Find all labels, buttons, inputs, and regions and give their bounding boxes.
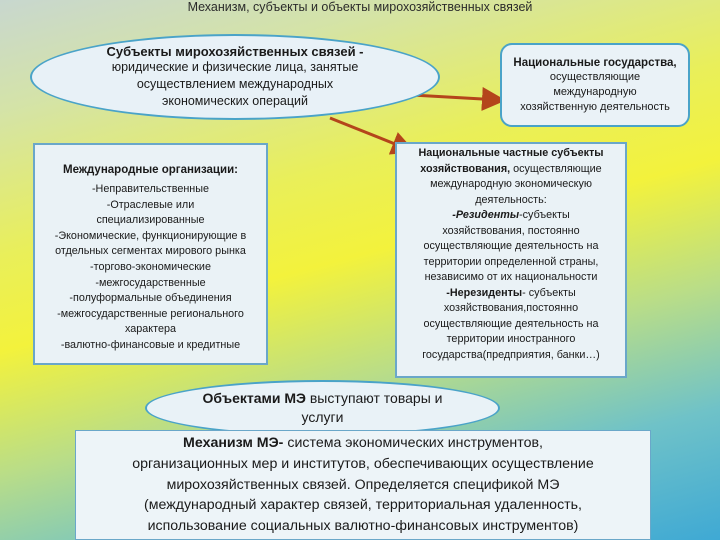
list-item: -межгосударственные регионального [57,307,244,320]
private-entities-line: государства(предприятия, банки…) [422,348,600,361]
text-fragment: выступают товары и [305,390,443,406]
objects-line [203,389,443,408]
subjects-line: юридические и физические лица, занятые [111,60,359,74]
national-states-line: хозяйственную деятельность [520,100,670,113]
residents-line [400,208,622,224]
private-entities-line: хозяйствования, постоянно [442,224,580,237]
national-states-box [500,43,690,127]
private-entities-line: осуществляющие деятельность на [423,317,599,330]
bold-fragment: Механизм МЭ- [183,435,284,451]
text-fragment: осуществляющие [510,162,602,175]
mechanism-line: мирохозяйственных связей. Определяется спецификой МЭ [166,476,560,493]
private-entities-line: территории иностранного [446,333,576,345]
mechanism-line: организационных мер и институтов, обеспечивающих осуществление [132,455,594,472]
private-entities-heading: Национальные частные субъекты [418,147,604,159]
list-item: отдельных сегментах мирового рынка [55,245,246,258]
list-item: -торгово-экономические [90,260,211,273]
mechanism-line: использование социальных валютно-финансовых инструментов) [147,518,579,535]
private-entities-line: международную экономическую [430,178,592,190]
nonresidents-term: -Нерезиденты [446,286,523,299]
list-item: характера [125,323,176,336]
bold-fragment: хозяйствования, [420,162,511,175]
mechanism-box [75,430,651,540]
objects-ellipse [145,380,500,436]
list-item: -полуформальные объединения [69,292,232,305]
list-item: -Неправительственные [91,183,210,195]
private-entities-line: осуществляющие деятельность на [423,240,599,252]
page-title: Механизм, субъекты и объекты мирохозяйственных связей [187,0,533,14]
nonresidents-line [400,286,622,302]
private-entities-line: хозяйствования,постоянно [443,302,579,314]
subjects-heading: Субъекты мирохозяйственных связей - [106,44,364,59]
list-item: -Экономические, функционирующие в [54,229,247,242]
mechanism-line [84,433,642,454]
national-states-line: осуществляющие [549,70,641,83]
bold-fragment: Объектами МЭ [202,390,306,406]
national-states-line: международную [553,85,637,98]
subjects-line: осуществлением международных [136,77,334,91]
private-entities-line: территории определенной страны, [423,255,599,268]
private-entities-box [395,142,627,378]
residents-term: -Резиденты [452,209,520,221]
text-fragment: -субъекты [519,209,570,221]
mechanism-line: (международный характер связей, территориальная удаленность, [143,497,582,514]
text-fragment: система экономических инструментов, [283,435,543,451]
list-item: специализированные [96,214,205,227]
subjects-line: экономических операций [162,94,308,108]
private-entities-line: деятельность: [475,193,547,206]
list-item: -межгосударственные [95,276,206,289]
private-entities-line: независимо от их национальности [424,271,598,283]
list-item: -Отраслевые или [106,198,195,211]
private-entities-subheading [400,162,622,178]
arrow-to-national-states [412,95,500,100]
text-fragment: - субъекты [522,286,576,299]
international-orgs-heading: Международные организации: [63,164,238,176]
list-item: -валютно-финансовые и кредитные [60,338,241,351]
national-states-heading: Национальные государства, [513,56,677,69]
international-orgs-box [33,143,268,365]
objects-line: услуги [301,409,344,425]
subjects-ellipse [30,34,440,120]
